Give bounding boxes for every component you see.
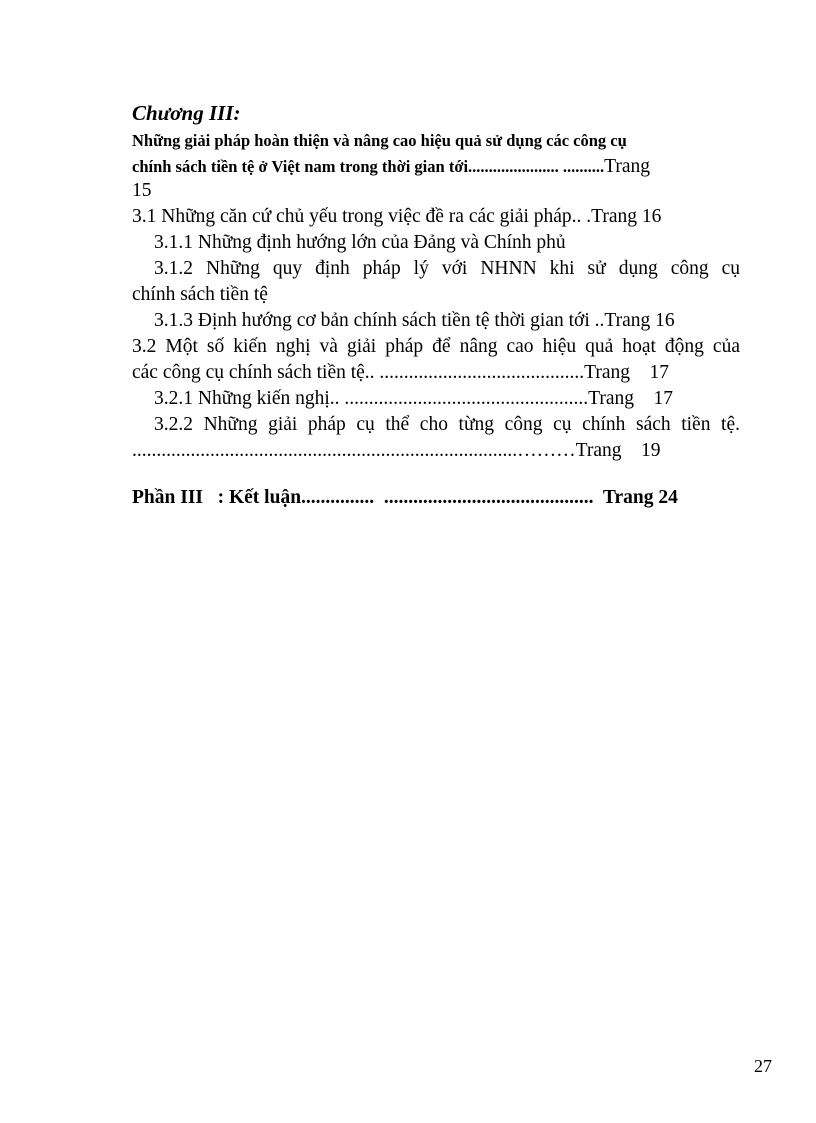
chapter-heading-page: 15 (132, 180, 152, 201)
toc-entry-3-1-1: 3.1.1 Những định hướng lớn của Đảng và Chính phủ (154, 232, 566, 253)
chapter-heading-line2 (132, 156, 650, 178)
chapter-title: Chương III: (132, 101, 241, 125)
toc-entry-3-1-3: 3.1.3 Định hướng cơ bản chính sách tiền tệ thời gian tới ..Trang 16 (154, 310, 675, 331)
toc-entry-3-2-line1: 3.2 Một số kiến nghị và giải pháp để nâng cao hiệu quả hoạt động của (132, 336, 740, 357)
chapter-heading-line2-text: chính sách tiền tệ ở Việt nam trong thời gian tới...................... .......... (132, 157, 605, 176)
toc-entry-3-1: 3.1 Những căn cứ chủ yếu trong việc đề ra các giải pháp.. .Trang 16 (132, 206, 662, 227)
page-number: 27 (754, 1056, 772, 1076)
toc-entry-3-1-2-line1: 3.1.2 Những quy định pháp lý với NHNN khi sử dụng công cụ (154, 258, 740, 279)
toc-entry-3-1-2-line2: chính sách tiền tệ (132, 284, 268, 305)
toc-entry-3-2-2-line1: 3.2.2 Những giải pháp cụ thể cho từng công cụ chính sách tiền tệ. (154, 414, 740, 435)
toc-entry-3-2-2-line2: ...............................................................................………Trang 19 (132, 440, 661, 461)
toc-entry-3-2-1: 3.2.1 Những kiến nghị.. ..................................................Trang 17 (154, 388, 674, 409)
toc-entry-3-2-line2: các công cụ chính sách tiền tệ.. ..........................................Trang 17 (132, 362, 670, 383)
conclusion-entry: Phần III : Kết luận............... ........................................... Trang 24 (132, 487, 678, 508)
chapter-heading-trang: Trang (604, 156, 651, 177)
chapter-heading-line1: Những giải pháp hoàn thiện và nâng cao hiệu quả sử dụng các công cụ (132, 131, 627, 150)
